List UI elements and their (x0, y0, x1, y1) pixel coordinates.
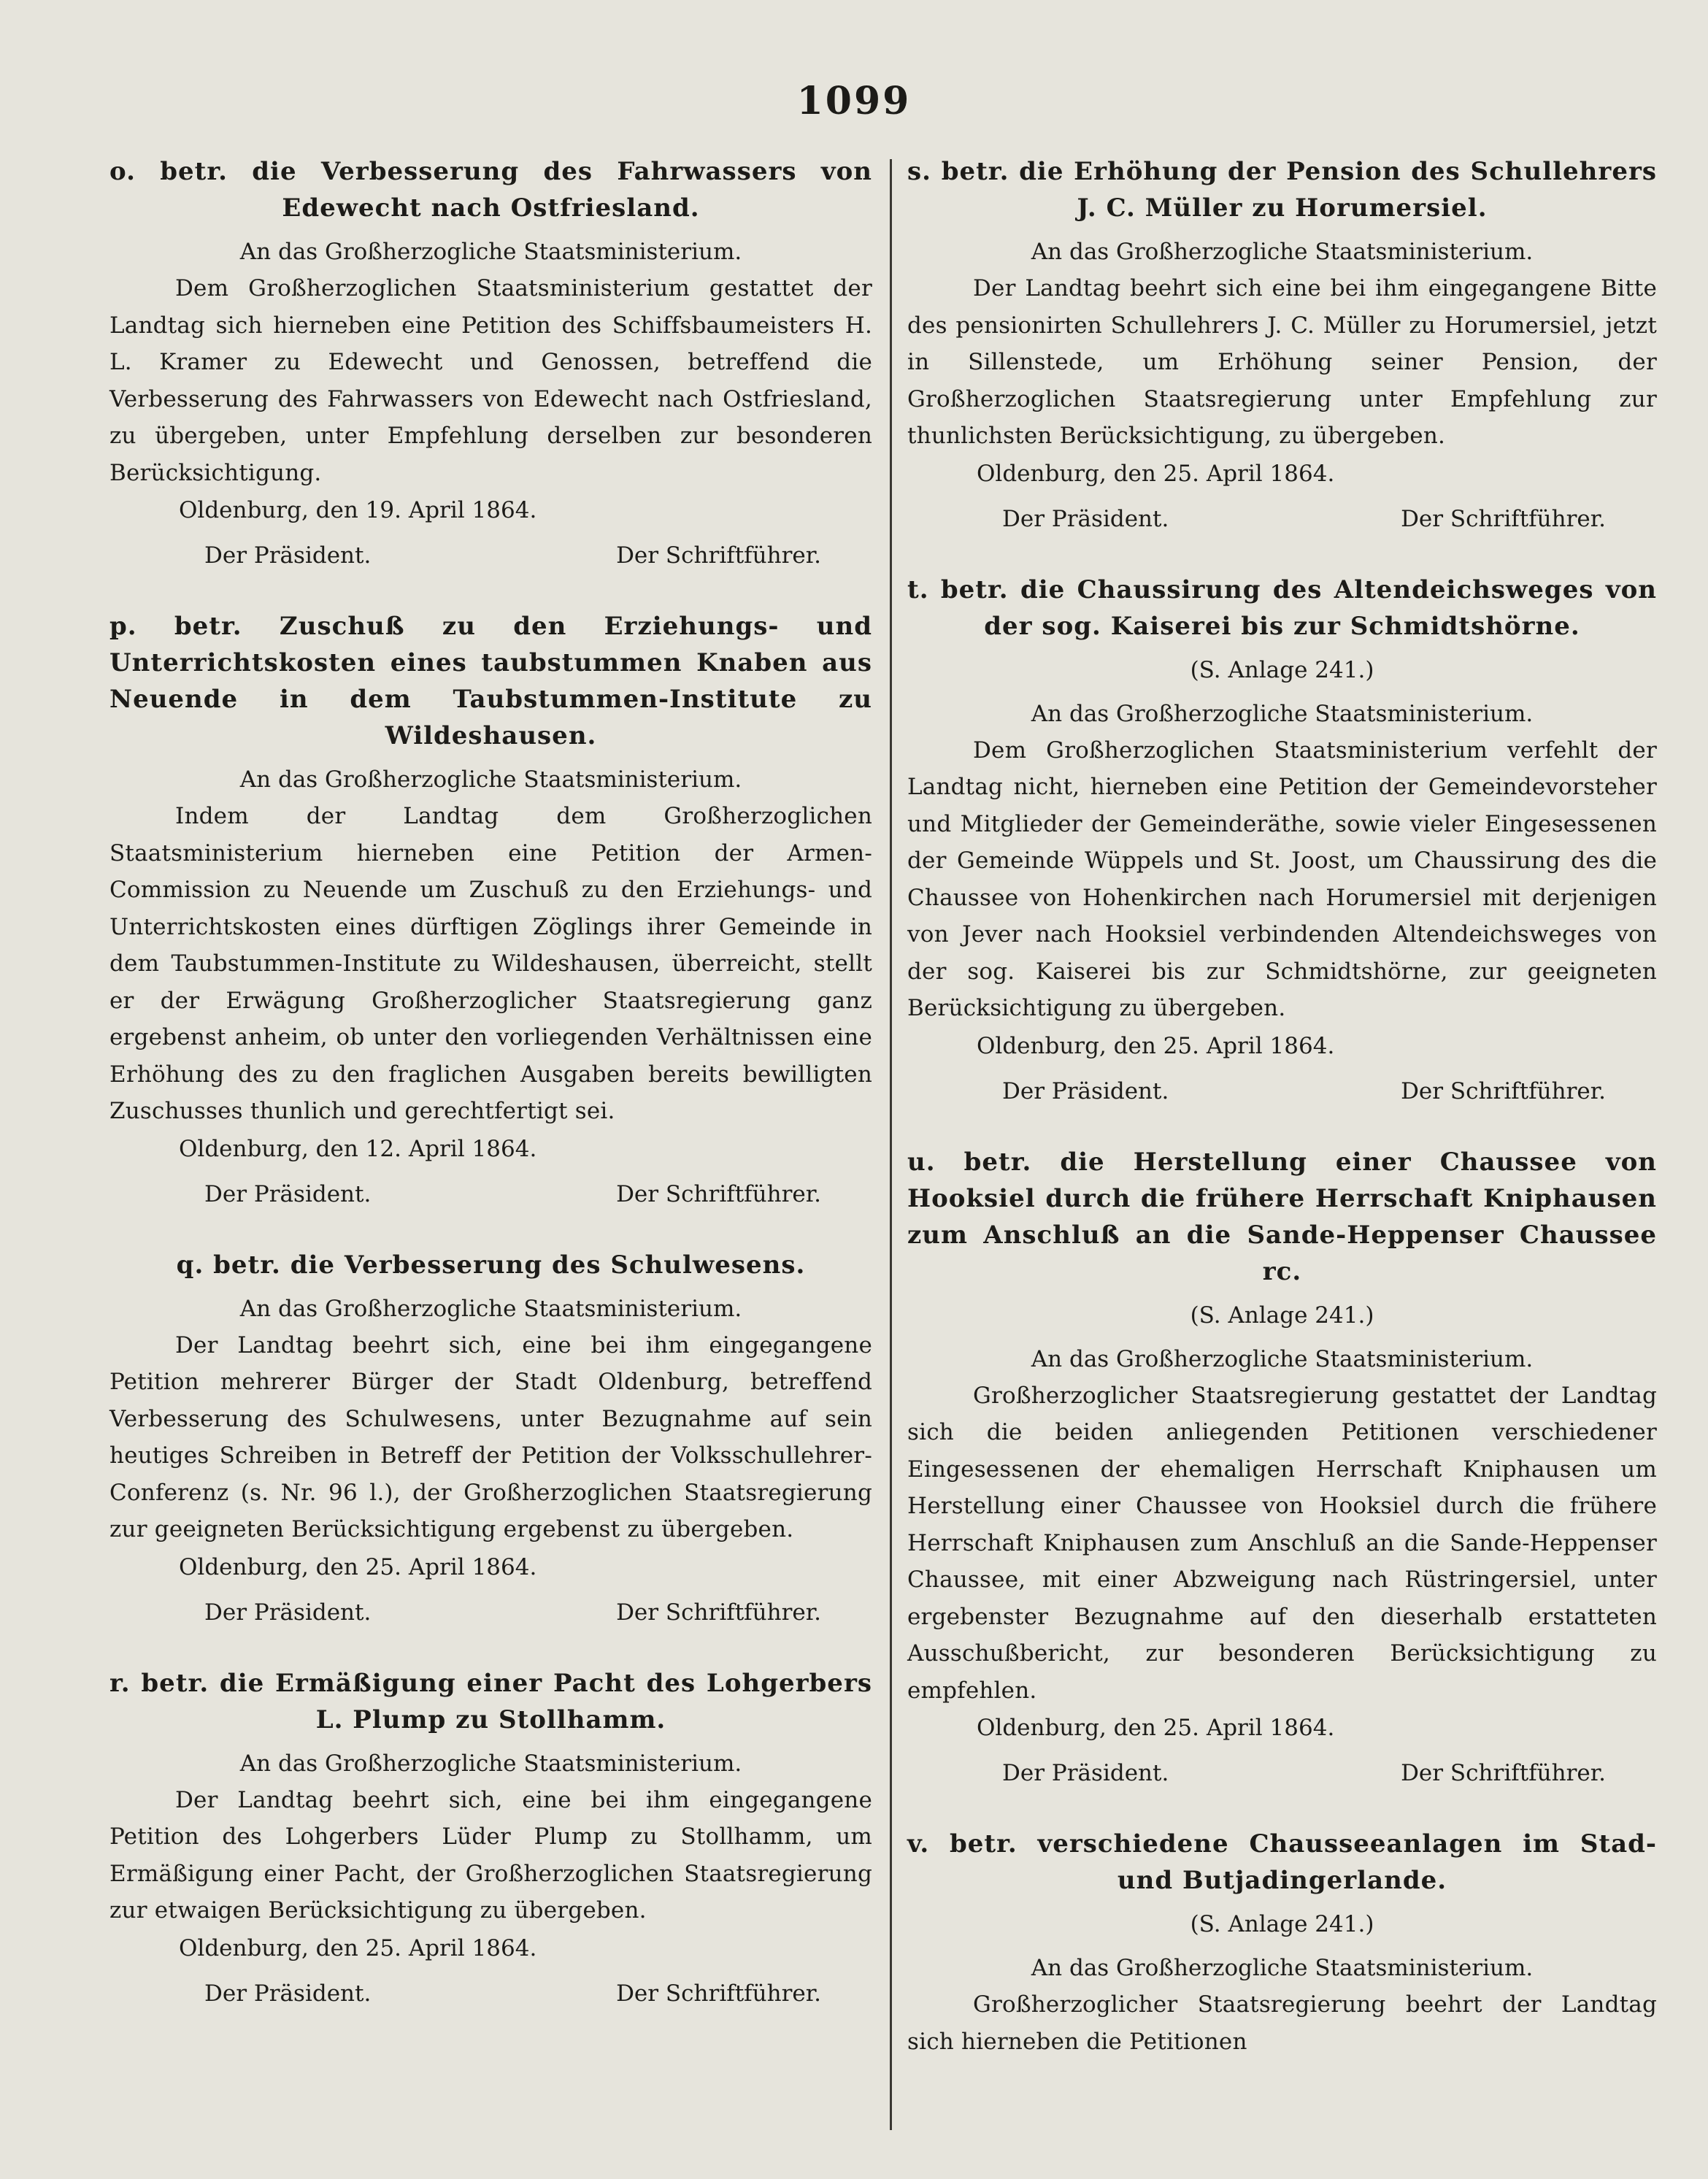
section-body: Der Landtag beehrt sich, eine bei ihm eingegangene Petition des Lohgerbers Lüder Plump zu Stollhamm, um Ermäßigung einer Pacht, der Großherzoglichen Staatsregierung zur etwaigen Berücksichtigung zu übergeben. (109, 1786, 872, 1924)
section-body: Der Landtag beehrt sich eine bei ihm eingegangene Bitte des pensionirten Schullehrers J. C. Müller zu Horumersiel, jetzt in Sillenstede, um Erhöhung seiner Pension, der Großherzoglichen Staatsregierung unter Empfehlung zur thunlichsten Berücksichtigung, zu übergeben. (907, 275, 1657, 449)
signature-line (109, 1175, 872, 1213)
section-heading: p. betr. Zuschuß zu den Erziehungs- und Unterrichtskosten eines taubstummen Knaben aus Neuende in dem Taubstummen-Institute zu Wildeshausen. (109, 612, 872, 750)
section-body: Indem der Landtag dem Großherzoglichen Staatsministerium hierneben eine Petition der Armen-Commission zu Neuende um Zuschuß zu den Erziehungs- und Unterrichtskosten eines dürftigen Zöglings ihrer Gemeinde in dem Taubstummen-Institute zu Wildeshausen, überreicht, stellt er der Erwägung Großherzoglicher Staatsregierung ganz ergebenst anheim, ob unter den vorliegenden Verhältnissen eine Erhöhung des zu den fraglichen Ausgaben bereits bewilligten Zuschusses thunlich und gerechtfertigt sei. (109, 803, 872, 1124)
section-u (907, 1144, 1657, 1793)
addressee: An das Großherzogliche Staatsministerium. (1031, 1345, 1534, 1372)
section-heading: r. betr. die Ermäßigung einer Pacht des Lohgerbers L. Plump zu Stollhamm. (109, 1668, 872, 1734)
president-signature: Der Präsident. (204, 1180, 372, 1207)
section-heading: t. betr. die Chaussirung des Altendeichsweges von der sog. Kaiserei bis zur Schmidtshörne. (907, 574, 1657, 641)
signature-line (907, 1072, 1657, 1110)
section-s (907, 153, 1657, 538)
secretary-signature: Der Schriftführer. (1401, 1077, 1606, 1104)
president-signature: Der Präsident. (1002, 505, 1169, 532)
section-v (907, 1826, 1657, 2060)
section-body: Großherzoglicher Staatsregierung gestattet der Landtag sich die beiden anliegenden Petitionen verschiedener Eingesessenen der ehemaligen Herrschaft Kniphausen um Herstellung einer Chaussee von Hooksiel durch die frühere Herrschaft Kniphausen zum Anschluß an die Sande-Heppenser Chaussee, mit einer Abzweigung nach Rüstringersiel, unter ergebenster Bezugnahme auf den dieserhalb erstatteten Ausschußbericht, zur besonderen Berücksichtigung zu empfehlen. (907, 1382, 1657, 1704)
addressee: An das Großherzogliche Staatsministerium. (1031, 239, 1534, 265)
date-line: Oldenburg, den 25. April 1864. (977, 1715, 1335, 1741)
secretary-signature: Der Schriftführer. (616, 542, 821, 569)
secretary-signature: Der Schriftführer. (616, 1980, 821, 2007)
president-signature: Der Präsident. (1002, 1077, 1169, 1104)
addressee: An das Großherzogliche Staatsministerium. (239, 239, 742, 265)
addressee: An das Großherzogliche Staatsministerium. (239, 766, 742, 793)
signature-line (109, 1975, 872, 2013)
secretary-signature: Der Schriftführer. (616, 1599, 821, 1626)
date-line: Oldenburg, den 25. April 1864. (179, 1934, 537, 1961)
section-t (907, 572, 1657, 1110)
president-signature: Der Präsident. (204, 1980, 372, 2007)
signature-line (907, 1754, 1657, 1792)
date-line: Oldenburg, den 25. April 1864. (977, 460, 1335, 487)
annex-reference: (S. Anlage 241.) (1190, 1911, 1374, 1937)
secretary-signature: Der Schriftführer. (1401, 505, 1606, 532)
signature-line (109, 1594, 872, 1632)
president-signature: Der Präsident. (204, 542, 372, 569)
addressee: An das Großherzogliche Staatsministerium. (239, 1295, 742, 1322)
section-heading: q. betr. die Verbesserung des Schulwesens. (176, 1250, 806, 1280)
date-line: Oldenburg, den 12. April 1864. (179, 1135, 537, 1162)
left-column (109, 153, 872, 2046)
secretary-signature: Der Schriftführer. (1401, 1760, 1606, 1786)
section-heading: v. betr. verschiedene Chausseeanlagen im Stad- und Butjadingerlande. (907, 1829, 1657, 1895)
page-number: 1099 (796, 79, 912, 123)
right-column (907, 153, 1657, 2094)
section-body: Dem Großherzoglichen Staatsministerium gestattet der Landtag sich hierneben eine Petition des Schiffsbaumeisters H. L. Kramer zu Edewecht und Genossen, betreffend die Verbesserung des Fahrwassers von Edewecht nach Ostfriesland, zu übergeben, unter Empfehlung derselben zur besonderen Berücksichtigung. (109, 275, 872, 486)
president-signature: Der Präsident. (1002, 1760, 1169, 1786)
section-body: Der Landtag beehrt sich, eine bei ihm eingegangene Petition mehrerer Bürger der Stadt Oldenburg, betreffend Verbesserung des Schulwesens, unter Bezugnahme auf sein heutiges Schreiben in Betreff der Petition der Volksschullehrer-Conferenz (s. Nr. 96 l.), der Großherzoglichen Staatsregierung zur geeigneten Berücksichtigung ergebenst zu übergeben. (109, 1331, 872, 1542)
date-line: Oldenburg, den 25. April 1864. (179, 1553, 537, 1580)
section-heading: u. betr. die Herstellung einer Chaussee von Hooksiel durch die frühere Herrschaft Kniphausen zum Anschluß an die Sande-Heppenser Chaussee rc. (907, 1147, 1657, 1286)
column-divider (890, 159, 892, 2130)
section-body: Großherzoglicher Staatsregierung beehrt der Landtag sich hierneben die Petitionen (907, 1991, 1657, 2055)
signature-line (907, 500, 1657, 538)
date-line: Oldenburg, den 25. April 1864. (977, 1032, 1335, 1059)
date-line: Oldenburg, den 19. April 1864. (179, 497, 537, 523)
addressee: An das Großherzogliche Staatsministerium. (239, 1750, 742, 1777)
section-p (109, 608, 872, 1213)
addressee: An das Großherzogliche Staatsministerium. (1031, 700, 1534, 727)
addressee: An das Großherzogliche Staatsministerium. (1031, 1955, 1534, 1981)
section-heading: s. betr. die Erhöhung der Pension des Schullehrers J. C. Müller zu Horumersiel. (907, 157, 1657, 223)
section-r (109, 1665, 872, 2013)
section-q (109, 1247, 872, 1632)
annex-reference: (S. Anlage 241.) (1190, 1302, 1374, 1329)
section-o (109, 153, 872, 574)
secretary-signature: Der Schriftführer. (616, 1180, 821, 1207)
annex-reference: (S. Anlage 241.) (1190, 656, 1374, 683)
president-signature: Der Präsident. (204, 1599, 372, 1626)
section-body: Dem Großherzoglichen Staatsministerium verfehlt der Landtag nicht, hierneben eine Petition der Gemeindevorsteher und Mitglieder der Gemeinderäthe, sowie vieler Eingesessenen der Gemeinde Wüppels und St. Joost, um Chaussirung des die Chaussee von Hohenkirchen nach Horumersiel mit derjenigen von Jever nach Hooksiel verbindenden Altendeichsweges von der sog. Kaiserei bis zur Schmidtshörne, zur geeigneten Berücksichtigung zu übergeben. (907, 737, 1657, 1021)
section-heading: o. betr. die Verbesserung des Fahrwassers von Edewecht nach Ostfriesland. (109, 157, 872, 223)
signature-line (109, 537, 872, 574)
